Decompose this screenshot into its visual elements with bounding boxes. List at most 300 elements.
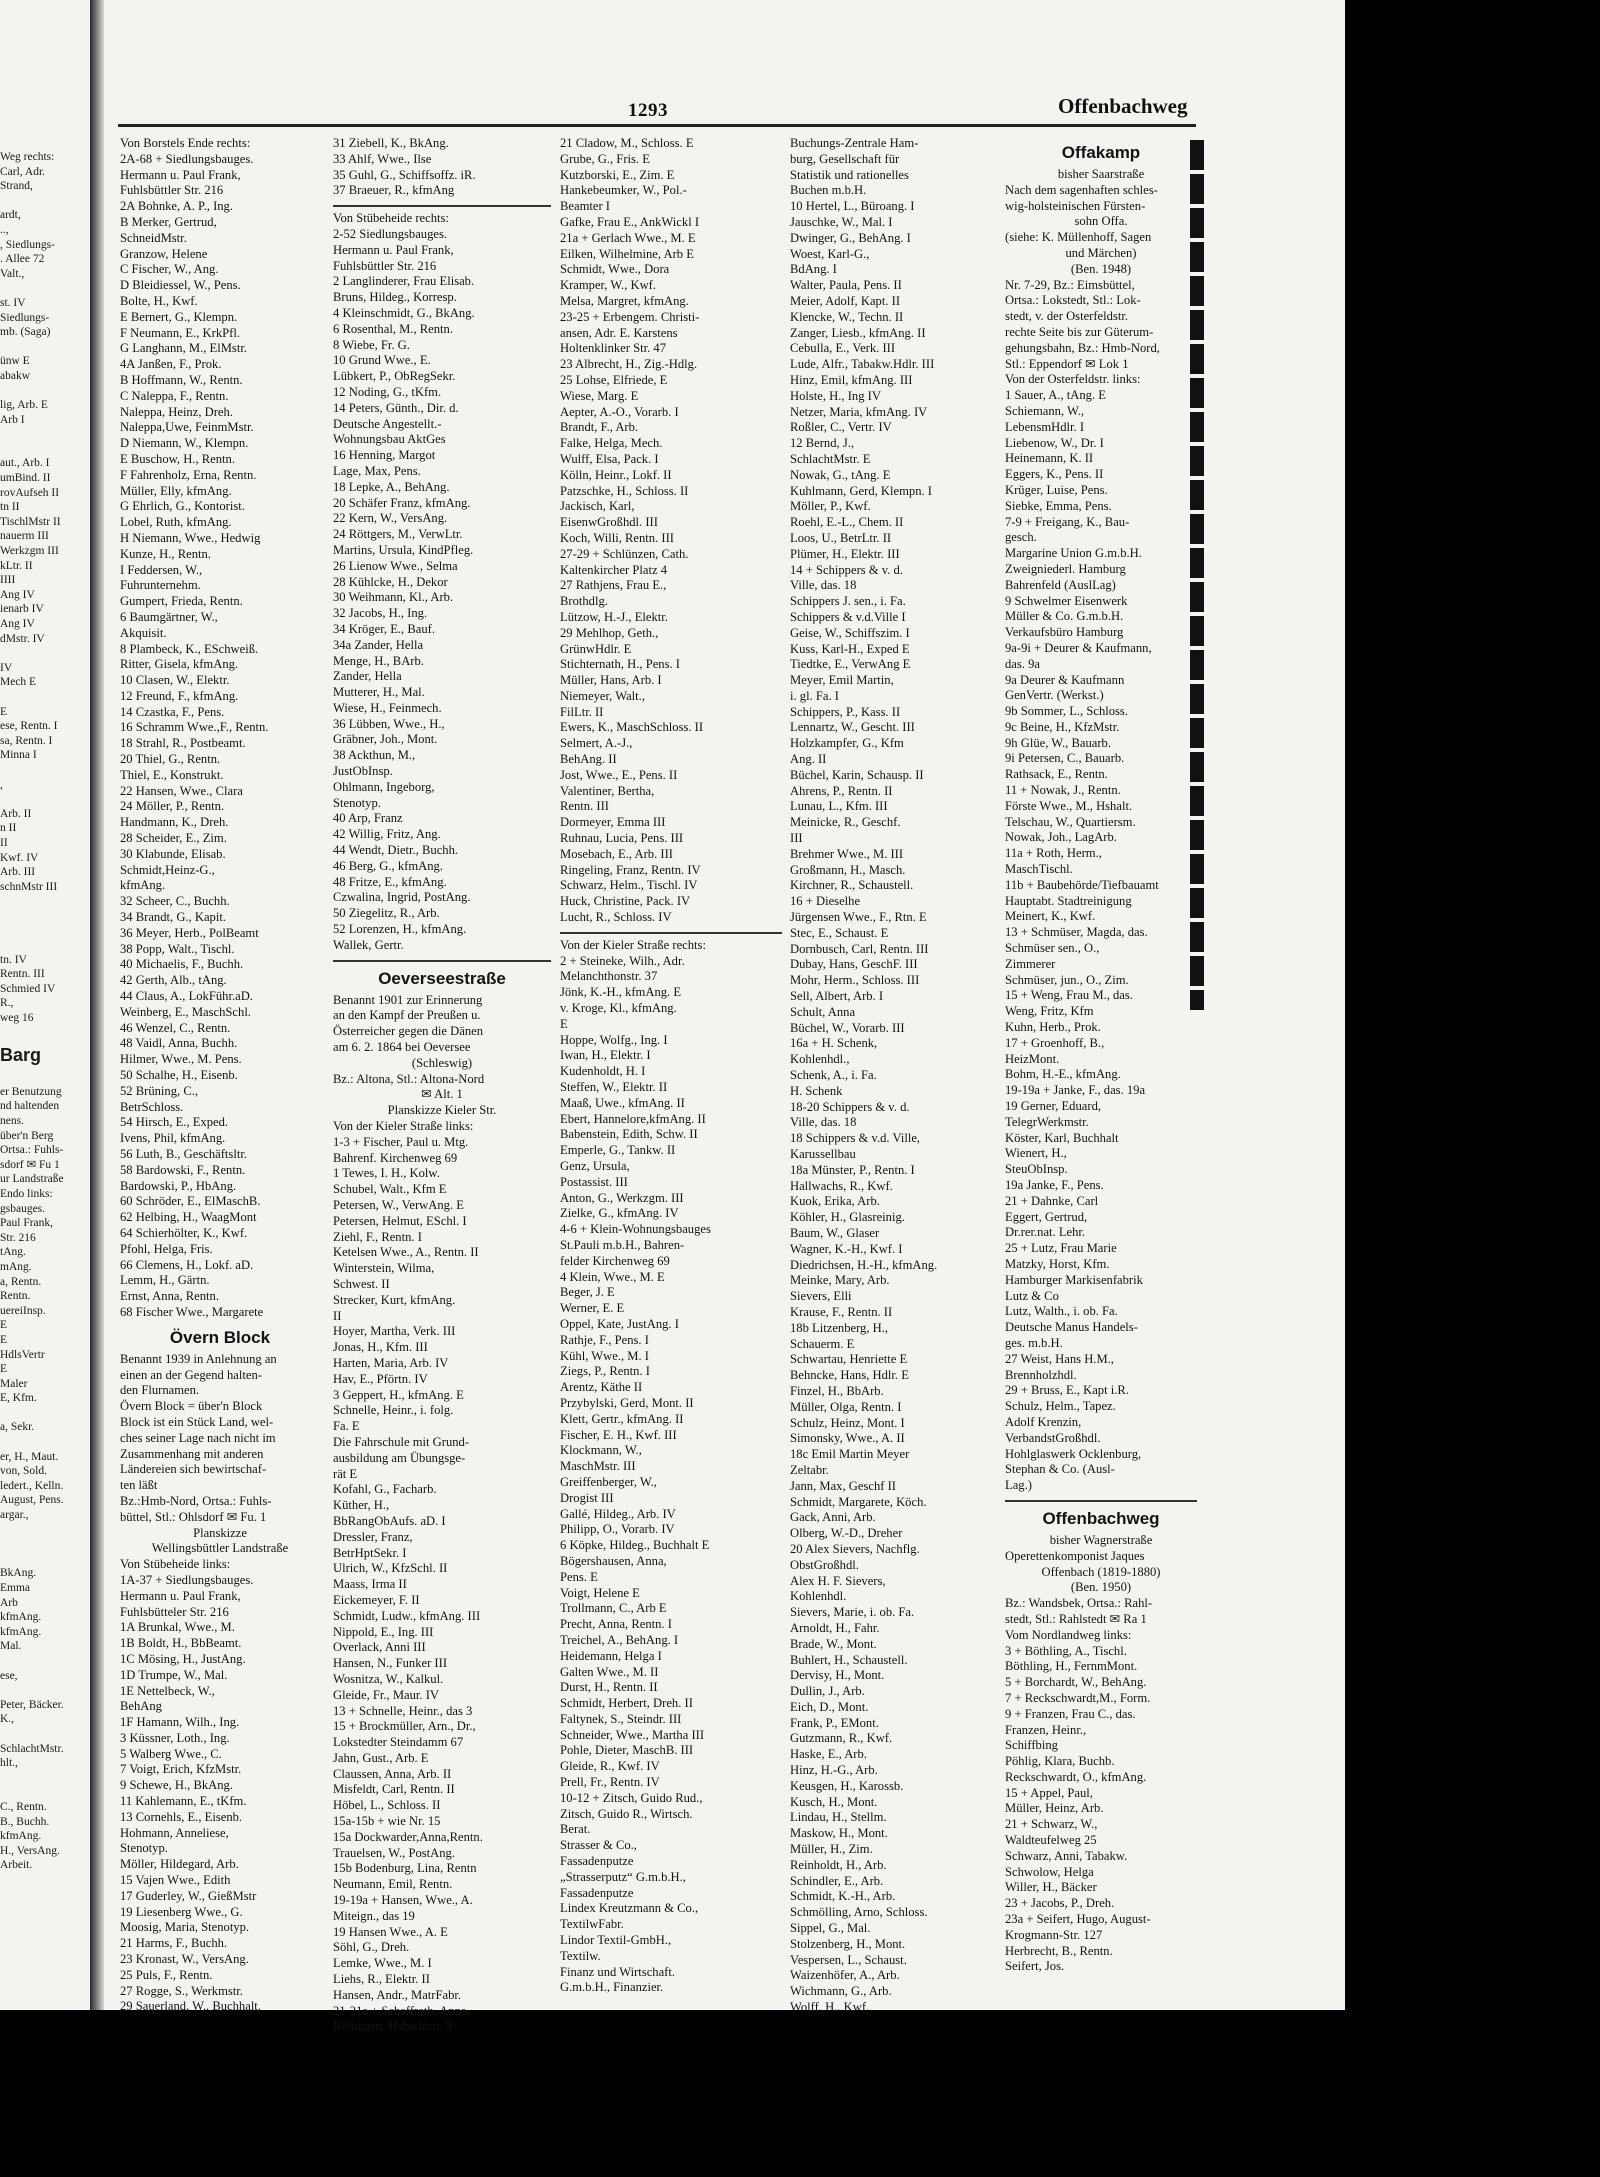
directory-entry: ten läßt	[120, 1478, 158, 1493]
margin-fragment: weg 16	[0, 1012, 34, 1025]
directory-column-5	[1005, 136, 1197, 1991]
directory-entry: 25 Lohse, Elfriede, E	[560, 372, 668, 387]
directory-entry: Kunze, H., Rentn.	[120, 546, 211, 561]
directory-entry: 36 Lübben, Wwe., H.,	[333, 716, 445, 731]
margin-fragment	[0, 1654, 88, 1669]
directory-entry: Von der Osterfeldstr. links:	[1005, 372, 1141, 387]
margin-fragment: Strand,	[0, 180, 33, 193]
directory-entry: Durst, H., Rentn. II	[560, 1680, 658, 1695]
directory-entry: an den Kampf der Preußen u.	[333, 1008, 481, 1023]
margin-fragment: IV	[0, 661, 13, 674]
directory-entry: F Fahrenholz, Erna, Rentn.	[120, 467, 257, 482]
margin-fragment	[0, 1523, 88, 1538]
directory-entry: Nowak, Joh., LagArb.	[1005, 830, 1117, 845]
directory-entry: GenVertr. (Werkst.)	[1005, 688, 1104, 703]
directory-entry: Eilken, Wilhelmine, Arb E	[560, 246, 694, 261]
directory-entry: Kuss, Karl-H., Exped E	[790, 641, 910, 656]
directory-entry: 25 Puls, F., Rentn.	[120, 1967, 213, 1982]
directory-entry: 18a Münster, P., Rentn. I	[790, 1162, 915, 1177]
directory-entry: Lützow, H.-J., Elektr.	[560, 609, 668, 624]
directory-entry: Willer, H., Bäcker	[1005, 1880, 1097, 1895]
directory-entry: ausbildung am Übungsge-	[333, 1450, 466, 1465]
directory-entry: Müller, Hans, Arb. I	[560, 673, 662, 688]
directory-entry: Zanger, Liesb., kfmAng. II	[790, 325, 926, 340]
directory-entry: Ivens, Phil, kfmAng.	[120, 1131, 226, 1146]
directory-entry: Von Borstels Ende rechts:	[120, 136, 251, 150]
margin-fragment: tn II	[0, 501, 20, 514]
directory-entry: Krüger, Luise, Pens.	[1005, 482, 1108, 497]
directory-entry: C Fischer, W., Ang.	[120, 262, 219, 277]
directory-entry: Herbrecht, B., Rentn.	[1005, 1943, 1113, 1958]
directory-entry: Naleppa,Uwe, FeinmMstr.	[120, 420, 254, 435]
section-divider	[333, 960, 551, 962]
margin-fragment: E, Kfm.	[0, 1392, 37, 1405]
directory-entry: Hauptabt. Stadtreinigung	[1005, 893, 1132, 908]
directory-entry: Dr.rer.nat. Lehr.	[1005, 1225, 1086, 1240]
margin-fragment: ,	[0, 778, 3, 791]
directory-entry: 27 Weist, Hans H.M.,	[1005, 1351, 1114, 1366]
directory-entry: kfmAng.	[120, 878, 166, 893]
directory-entry: 1A-37 + Siedlungsbauges.	[120, 1572, 254, 1587]
directory-entry: 9c Beine, H., KfzMstr.	[1005, 719, 1120, 734]
directory-entry: Niemeyer, Walt.,	[560, 688, 645, 703]
directory-entry: 4A Janßen, F., Prok.	[120, 357, 222, 372]
directory-entry: Strecker, Kurt, kfmAng.	[333, 1292, 456, 1307]
directory-entry: Ville, das. 18	[790, 1115, 857, 1130]
directory-entry: Klencke, W., Techn. II	[790, 309, 904, 324]
directory-entry: GrünwHdlr. E	[560, 641, 632, 656]
directory-entry: 54 Hirsch, E., Exped.	[120, 1115, 229, 1130]
directory-entry: 19-19a + Janke, F., das. 19a	[1005, 1083, 1146, 1098]
directory-entry: 21 Cladow, M., Schloss. E	[560, 136, 694, 150]
directory-entry: EisenwGroßhdl. III	[560, 515, 658, 530]
directory-entry: Kühl, Wwe., M. I	[560, 1348, 649, 1363]
margin-fragment: C., Rentn.	[0, 1800, 47, 1813]
directory-entry: Dubay, Hans, GeschF. III	[790, 957, 918, 972]
directory-entry: Brade, W., Mont.	[790, 1636, 877, 1651]
directory-entry: Lokstedter Steindamm 67	[333, 1735, 464, 1750]
directory-entry: Overlack, Anni III	[333, 1640, 426, 1655]
directory-entry: Pohle, Dieter, MaschB. III	[560, 1743, 694, 1758]
margin-fragment: nauerm III	[0, 530, 49, 543]
directory-entry: Stl.: Eppendorf ✉ Lok 1	[1005, 356, 1129, 371]
directory-entry: 1F Hamann, Wilh., Ing.	[120, 1715, 240, 1730]
directory-entry: 18 Schippers & v.d. Ville,	[790, 1131, 921, 1146]
margin-fragment: ledert., Kelln.	[0, 1479, 64, 1492]
directory-entry: Schwartau, Henriette E	[790, 1352, 908, 1367]
margin-fragment	[0, 1406, 88, 1421]
directory-entry: rechte Seite bis zur Güterum-	[1005, 324, 1154, 339]
directory-entry: ansen, Adr. E. Karstens	[560, 325, 678, 340]
directory-entry: Kudenholdt, H. I	[560, 1064, 646, 1079]
directory-entry: Bz.: Wandsbek, Ortsa.: Rahl-	[1005, 1596, 1153, 1611]
directory-entry: Bz.:Hmb-Nord, Ortsa.: Fuhls-	[120, 1493, 272, 1508]
directory-entry: Cebulla, E., Verk. III	[790, 341, 896, 356]
section-divider	[333, 205, 551, 207]
directory-entry: Drogist III	[560, 1490, 614, 1505]
directory-entry: I Feddersen, W.,	[120, 562, 203, 577]
margin-fragment: er Benutzung	[0, 1085, 62, 1098]
directory-entry: 31 Ziebell, K., BkAng.	[333, 136, 449, 150]
directory-entry: Fuhrunternehm.	[120, 578, 201, 593]
directory-entry: Schindler, E., Arb.	[790, 1873, 884, 1888]
directory-entry: 26 Lienow Wwe., Selma	[333, 558, 458, 573]
directory-entry: 13 + Schmüser, Magda, das.	[1005, 925, 1148, 940]
directory-entry: Schippers & v.d.Ville I	[790, 609, 906, 624]
directory-entry: 23 Albrecht, H., Zig.-Hdlg.	[560, 357, 698, 372]
directory-entry: Oppel, Kate, JustAng. I	[560, 1316, 679, 1331]
street-note: (Schleswig)	[411, 1055, 473, 1070]
directory-entry: Schmidt,Heinz-G.,	[120, 862, 215, 877]
directory-entry: Ville, das. 18	[790, 578, 857, 593]
margin-fragment: Werkzgm III	[0, 545, 59, 558]
directory-entry: Roßler, C., Vertr. IV	[790, 420, 892, 435]
directory-entry: Hoppe, Wolfg., Ing. I	[560, 1032, 668, 1047]
directory-entry: Höbel, L., Schloss. II	[333, 1798, 441, 1813]
directory-entry: Wallek, Gertr.	[333, 937, 404, 952]
directory-entry: Bohm, H.-E., kfmAng.	[1005, 1067, 1121, 1082]
directory-entry: 2A-68 + Siedlungsbauges.	[120, 151, 254, 166]
directory-column-3	[560, 136, 782, 1995]
directory-entry: 32 Jacobs, H., Ing.	[333, 606, 428, 621]
directory-entry: Dwinger, G., BehAng. I	[790, 230, 911, 245]
margin-fragment: kfmAng.	[0, 1625, 42, 1638]
directory-entry: 30 Weihmann, Kl., Arb.	[333, 590, 454, 605]
directory-entry: Ziegs, P., Rentn. I	[560, 1364, 650, 1379]
margin-fragment: Paul Frank,	[0, 1217, 54, 1230]
margin-fragment: kfmAng.	[0, 1611, 42, 1624]
margin-fragment	[0, 340, 88, 355]
margin-fragment: a, Rentn.	[0, 1275, 42, 1288]
margin-fragment	[0, 923, 88, 938]
margin-fragment: H., VersAng.	[0, 1844, 60, 1857]
directory-entry: 66 Clemens, H., Lokf. aD.	[120, 1257, 254, 1272]
directory-entry: ObstGroßhdl.	[790, 1557, 859, 1572]
margin-fragment: Str. 216	[0, 1231, 36, 1244]
directory-entry: 1D Trumpe, W., Mal.	[120, 1667, 228, 1682]
directory-entry: Liebenow, W., Dr. I	[1005, 435, 1104, 450]
directory-entry: Alex H. F. Sievers,	[790, 1573, 886, 1588]
directory-entry: Melanchthonstr. 37	[560, 969, 658, 984]
directory-entry: Müller, Heinz, Arb.	[1005, 1801, 1104, 1816]
directory-entry: H. Schenk	[790, 1083, 843, 1098]
directory-entry: Gumpert, Frieda, Rentn.	[120, 594, 243, 609]
directory-entry: SchlachtMstr. E	[790, 451, 871, 466]
margin-fragment: Weg rechts:	[0, 151, 55, 163]
directory-entry: Buchen m.b.H.	[790, 183, 867, 198]
directory-entry: am 6. 2. 1864 bei Oeversee	[333, 1040, 471, 1055]
directory-entry: BetrHptSekr. I	[333, 1545, 407, 1560]
margin-fragment	[0, 1537, 88, 1552]
directory-entry: Jost, Wwe., E., Pens. II	[560, 767, 678, 782]
directory-entry: 2-52 Siedlungsbauges.	[333, 226, 448, 241]
directory-entry: 15 + Weng, Frau M., das.	[1005, 988, 1133, 1003]
page-number: 1293	[628, 100, 668, 121]
margin-fragment: BkAng.	[0, 1567, 37, 1580]
directory-entry: Claussen, Anna, Arb. II	[333, 1766, 452, 1781]
directory-entry: 44 Wendt, Dietr., Buchh.	[333, 843, 459, 858]
directory-entry: Liehs, R., Elektr. II	[333, 1972, 430, 1987]
book-spine-shadow	[90, 0, 104, 2010]
directory-entry: Kusch, H., Mont.	[790, 1794, 878, 1809]
directory-entry: Kölln, Heinr., Lokf. II	[560, 467, 672, 482]
directory-entry: Kofahl, G., Facharb.	[333, 1482, 437, 1497]
directory-entry: Thiel, E., Konstrukt.	[120, 767, 224, 782]
directory-entry: 18-20 Schippers & v. d.	[790, 1099, 910, 1114]
directory-entry: Vom Nordlandweg links:	[1005, 1627, 1132, 1642]
directory-entry: Holzkampfer, G., Kfm	[790, 736, 904, 751]
directory-entry: 5 Walberg Wwe., C.	[120, 1746, 222, 1761]
margin-fragment	[0, 1070, 88, 1085]
margin-fragment: Minna I	[0, 749, 37, 762]
directory-entry: Kaltenkircher Platz 4	[560, 562, 668, 577]
margin-fragment: Ortsa.: Fuhls-	[0, 1144, 64, 1157]
directory-entry: SchneidMstr.	[120, 230, 187, 245]
directory-entry: 5 + Borchardt, W., BehAng.	[1005, 1675, 1147, 1690]
directory-entry: Benannt 1939 in Anlehnung an	[120, 1351, 277, 1366]
directory-entry: 29 + Bruss, E., Kapt i.R.	[1005, 1383, 1129, 1398]
street-note: bisher Saarstraße	[1057, 167, 1145, 181]
directory-entry: Genz, Ursula,	[560, 1159, 630, 1173]
directory-entry: Textilw.	[560, 1948, 601, 1963]
directory-entry: 17 + Groenhoff, B.,	[1005, 1035, 1105, 1050]
directory-entry: Wiese, H., Feinmech.	[333, 700, 442, 715]
directory-entry: Benannt 1901 zur Erinnerung	[333, 992, 483, 1007]
margin-fragment: SchlachtMstr.	[0, 1742, 64, 1755]
directory-entry: Walter, Paula, Pens. II	[790, 278, 902, 293]
margin-fragment: ..,	[0, 223, 9, 236]
directory-entry: Övern Block = über'n Block	[120, 1399, 263, 1414]
directory-entry: 38 Ackthun, M.,	[333, 748, 416, 763]
directory-entry: 20 Thiel, G., Rentn.	[120, 752, 221, 767]
directory-entry: 18 Lepke, A., BehAng.	[333, 479, 450, 494]
margin-fragment: Barg	[0, 1045, 42, 1066]
directory-entry: 15a Dockwarder,Anna,Rentn.	[333, 1829, 483, 1844]
directory-entry: Kohlenhdl.	[790, 1589, 847, 1604]
directory-entry: Pens. E	[560, 1569, 598, 1584]
directory-entry: Von der Kieler Straße rechts:	[560, 937, 706, 952]
directory-entry: Menge, H., BArb.	[333, 653, 424, 668]
directory-entry: Köster, Karl, Buchhalt	[1005, 1130, 1119, 1145]
directory-entry: 8 Wiebe, Fr. G.	[333, 337, 410, 352]
directory-entry: 6 Rosenthal, M., Rentn.	[333, 321, 453, 336]
directory-entry: Lag.)	[1005, 1478, 1032, 1493]
margin-fragment: K.,	[0, 1713, 15, 1726]
directory-entry: Reckschwardt, O., kfmAng.	[1005, 1769, 1147, 1784]
directory-entry: Lude, Alfr., Tabakw.Hdlr. III	[790, 357, 935, 372]
margin-fragment	[0, 894, 88, 909]
directory-entry: Stephan & Co. (Ausl-	[1005, 1462, 1115, 1477]
directory-entry: Jann, Max, Geschf II	[790, 1478, 896, 1493]
directory-entry: 16 Schramm Wwe.,F., Rentn.	[120, 720, 269, 735]
directory-entry: Stenotyp.	[120, 1841, 168, 1856]
directory-entry: 52 Lorenzen, H., kfmAng.	[333, 922, 467, 937]
directory-entry: 29 Sauerland, W., Buchhalt.	[120, 1999, 261, 2014]
directory-entry: (siehe: K. Müllenhoff, Sagen	[1005, 230, 1152, 245]
directory-entry: 14 Peters, Günth., Dir. d.	[333, 400, 459, 415]
directory-entry: Schwolow, Helga	[1005, 1864, 1094, 1879]
directory-entry: Meinke, Mary, Arb.	[790, 1273, 890, 1288]
margin-fragment: E	[0, 1319, 8, 1332]
directory-entry: 9 Schwelmer Eisenwerk	[1005, 593, 1128, 608]
directory-entry: v. Kroge, Kl., kfmAng.	[560, 1001, 677, 1016]
directory-entry: Prell, Fr., Rentn. IV	[560, 1775, 660, 1790]
street-note: Planskizze	[193, 1525, 247, 1540]
directory-entry: 16 + Dieselhe	[790, 894, 861, 909]
directory-entry: 1 Sauer, A., tAng. E	[1005, 388, 1106, 403]
directory-entry: Ulrich, W., KfzSchl. II	[333, 1561, 448, 1576]
directory-entry: 12 Freund, F., kfmAng.	[120, 688, 239, 703]
directory-entry: Nr. 7-29, Bz.: Eimsbüttel,	[1005, 277, 1135, 292]
margin-fragment	[0, 1771, 88, 1786]
directory-entry: Hohmann, Anneliese,	[120, 1825, 229, 1840]
directory-entry: Diedrichsen, H.-H., kfmAng.	[790, 1257, 938, 1272]
directory-entry: Franzen, Heinr.,	[1005, 1722, 1087, 1737]
directory-entry: Winterstein, Wilma,	[333, 1261, 435, 1276]
directory-entry: Schippers, P., Kass. II	[790, 704, 901, 719]
margin-fragment	[0, 1785, 88, 1800]
directory-entry: 2A Bohnke, A. P., Ing.	[120, 199, 234, 214]
directory-entry: 9h Glüe, W., Bauarb.	[1005, 735, 1111, 750]
directory-entry: Zimmerer	[1005, 956, 1056, 971]
directory-entry: II	[333, 1308, 342, 1323]
directory-entry: Maaß, Uwe., kfmAng. II	[560, 1095, 685, 1110]
directory-entry: B Hoffmann, W., Rentn.	[120, 372, 243, 387]
directory-entry: Wolff, H., Kwf.	[790, 2000, 870, 2015]
directory-entry: Siebke, Emma, Pens.	[1005, 498, 1112, 513]
directory-entry: Böthling, H., FernmMont.	[1005, 1659, 1138, 1674]
margin-fragment: nens.	[0, 1115, 24, 1127]
margin-fragment: er, H., Maut.	[0, 1450, 59, 1463]
directory-entry: 48 Vaidl, Anna, Buchh.	[120, 1036, 238, 1051]
directory-entry: 6 Köpke, Hildeg., Buchhalt E	[560, 1538, 710, 1553]
margin-fragment: umBind. II	[0, 472, 51, 485]
edge-index-marks	[1190, 140, 1204, 1010]
directory-entry: 46 Wenzel, C., Rentn.	[120, 1020, 231, 1035]
directory-entry: Lutz, Walth., i. ob. Fa.	[1005, 1304, 1118, 1319]
margin-fragment: II	[0, 836, 8, 849]
directory-entry: Fuhlsbütteler Str. 216	[120, 1604, 229, 1619]
directory-entry: Werner, E. E	[560, 1301, 625, 1316]
directory-entry: TelegrWerkmstr.	[1005, 1114, 1089, 1129]
directory-entry: 15 + Appel, Paul,	[1005, 1785, 1093, 1800]
directory-entry: Dornbusch, Carl, Rentn. III	[790, 941, 929, 956]
directory-entry: 38 Popp, Walt., Tischl.	[120, 941, 235, 956]
directory-entry: wig-holsteinischen Fürsten-	[1005, 198, 1146, 213]
margin-fragment: Siedlungs-	[0, 311, 50, 324]
directory-entry: Hohlglaswerk Ocklenburg,	[1005, 1446, 1142, 1461]
directory-entry: Krause, F., Rentn. II	[790, 1304, 893, 1319]
directory-entry: Die Fahrschule mit Grund-	[333, 1434, 470, 1449]
directory-entry: 33 Ahlf, Wwe., Ilse	[333, 151, 432, 166]
directory-entry: 23 + Jacobs, P., Dreh.	[1005, 1896, 1115, 1911]
directory-entry: Ringeling, Franz, Rentn. IV	[560, 862, 701, 877]
directory-entry: Büchel, Karin, Schausp. II	[790, 767, 924, 782]
directory-entry: Harten, Maria, Arb. IV	[333, 1355, 449, 1370]
directory-entry: das. 9a	[1005, 656, 1040, 671]
directory-entry: Huck, Christine, Pack. IV	[560, 894, 691, 909]
directory-entry: FilLtr. II	[560, 704, 604, 719]
directory-entry: rät E	[333, 1466, 358, 1481]
directory-entry: Behncke, Hans, Hdlr. E	[790, 1368, 909, 1383]
margin-fragment	[0, 763, 88, 778]
directory-entry: Großmann, H., Masch.	[790, 862, 906, 877]
directory-entry: Rentn. III	[560, 799, 609, 814]
directory-entry: 13 + Schnelle, Heinr., das 3	[333, 1703, 473, 1718]
margin-fragment: Schmied IV	[0, 982, 56, 995]
directory-entry: 6 Baumgärtner, W.,	[120, 609, 218, 624]
directory-entry: Granzow, Helene	[120, 246, 208, 261]
directory-entry: 27 Rathjens, Frau E.,	[560, 578, 667, 593]
directory-entry: Philipp, O., Vorarb. IV	[560, 1522, 675, 1537]
directory-entry: 21-21a + Schaffrath, Anna,	[333, 2003, 470, 2018]
margin-fragment: uereiInsp.	[0, 1304, 46, 1317]
margin-fragment: sdorf ✉ Fu 1	[0, 1158, 60, 1171]
directory-entry: Anton, G., Werkzgm. III	[560, 1190, 684, 1205]
directory-entry: 10 Hertel, L., Büroang. I	[790, 199, 915, 214]
directory-entry: 10 Clasen, W., Elektr.	[120, 673, 230, 688]
directory-entry: 9a-9i + Deurer & Kaufmann,	[1005, 640, 1152, 655]
directory-entry: Söhl, G., Dreh.	[333, 1940, 410, 1955]
directory-entry: Jonas, H., Kfm. III	[333, 1340, 428, 1355]
directory-entry: D Niemann, W., Klempn.	[120, 436, 249, 451]
directory-entry: 34 Brandt, G., Kapit.	[120, 910, 226, 925]
directory-entry: Melsa, Margret, kfmAng.	[560, 293, 689, 308]
directory-entry: Postassist. III	[560, 1174, 628, 1189]
margin-fragment: nd haltenden	[0, 1100, 60, 1113]
directory-entry: Stenotyp.	[333, 795, 381, 810]
directory-entry: Ewers, K., MaschSchloss. II	[560, 720, 704, 735]
directory-entry: 18 Strahl, R., Postbeamt.	[120, 736, 246, 751]
margin-fragment: Arb I	[0, 413, 25, 426]
directory-entry: 1A Brunkal, Wwe., M.	[120, 1620, 235, 1635]
directory-entry: B Merker, Gertrud,	[120, 214, 217, 229]
directory-entry: Wohnungsbau AktGes	[333, 432, 446, 447]
directory-entry: 27 Rogge, S., Werkmstr.	[120, 1983, 243, 1998]
directory-entry: 28 Kühlcke, H., Dekor	[333, 574, 448, 589]
directory-entry: Holtenklinker Str. 47	[560, 341, 666, 356]
margin-fragment: gsbauges.	[0, 1202, 46, 1215]
directory-entry: 22 Kern, W., VersAng.	[333, 511, 448, 526]
directory-entry: 62 Helbing, H., WaagMont	[120, 1210, 257, 1225]
directory-entry: 11b + Baubehörde/Tiefbauamt	[1005, 877, 1159, 892]
directory-entry: 68 Fischer Wwe., Margarete	[120, 1304, 264, 1319]
margin-fragment: Emma	[0, 1582, 31, 1594]
directory-entry: Zander, Hella	[333, 669, 402, 684]
directory-entry: Waldteufelweg 25	[1005, 1833, 1097, 1848]
street-note: (Ben. 1950)	[1070, 1580, 1132, 1595]
directory-entry: Moosig, Maria, Stenotyp.	[120, 1920, 250, 1935]
margin-fragment: Valt.,	[0, 267, 25, 280]
directory-entry: Mosebach, E., Arb. III	[560, 846, 673, 861]
directory-entry: Adolf Krenzin,	[1005, 1414, 1082, 1429]
directory-entry: G Langhann, M., ElMstr.	[120, 341, 247, 356]
directory-entry: Wichmann, G., Arb.	[790, 1984, 892, 1999]
directory-entry: 2 + Steineke, Wilh., Adr.	[560, 953, 685, 968]
directory-entry: Lemke, Wwe., M. I	[333, 1956, 432, 1971]
margin-fragment: tAng.	[0, 1246, 26, 1259]
directory-entry: Galten Wwe., M. II	[560, 1664, 659, 1679]
directory-entry: Lindor Textil-GmbH.,	[560, 1933, 672, 1948]
directory-entry: 50 Ziegelitz, R., Arb.	[333, 906, 440, 921]
directory-entry: Gafke, Frau E., AnkWickl I	[560, 214, 700, 229]
margin-fragment	[0, 1683, 88, 1698]
directory-entry: Müller, H., Zim.	[790, 1842, 873, 1857]
street-note: Planskizze Kieler Str.	[387, 1103, 497, 1118]
directory-entry: Dressler, Franz,	[333, 1529, 413, 1544]
directory-entry: Babenstein, Edith, Schw. II	[560, 1127, 698, 1142]
directory-entry: Precht, Anna, Rentn. I	[560, 1617, 672, 1632]
